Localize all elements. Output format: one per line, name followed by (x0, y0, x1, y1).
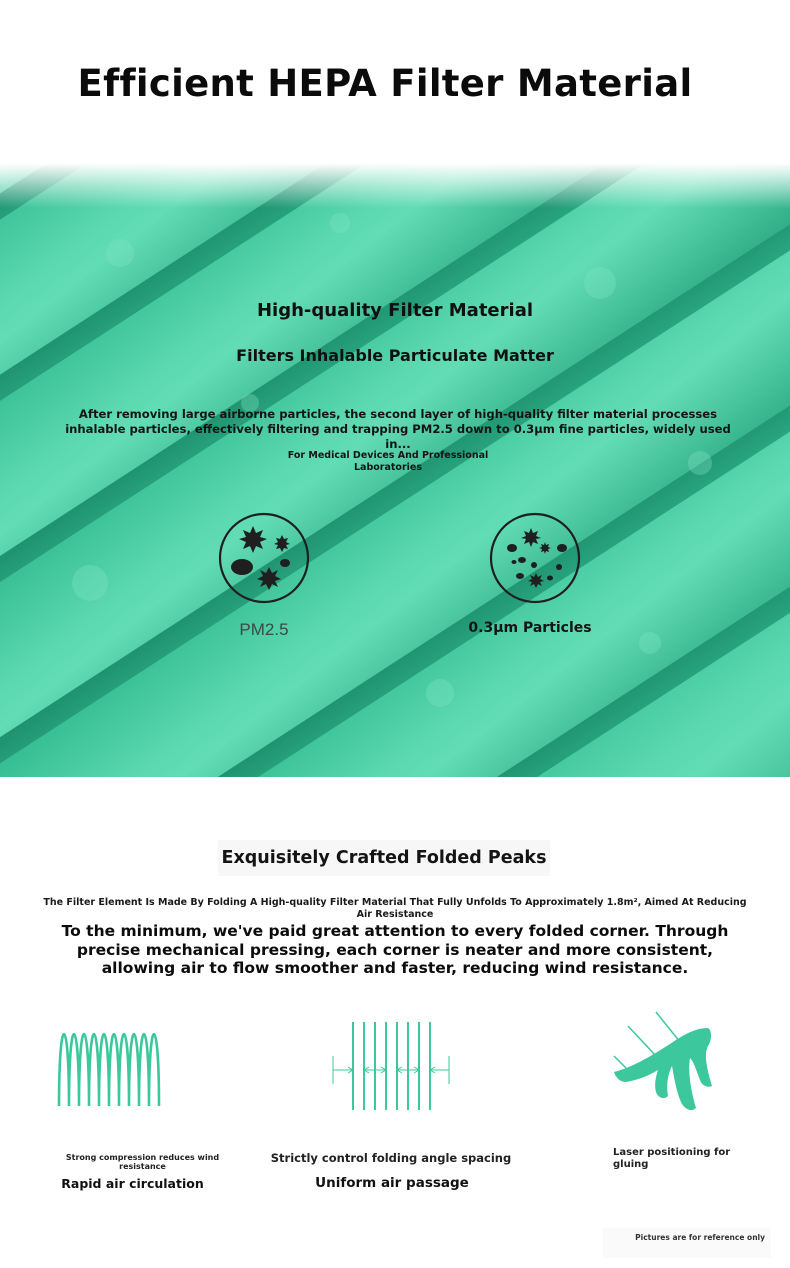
hero-usage-note: For Medical Devices And Professional Laboratories (287, 450, 489, 473)
feature-2-caption: Strictly control folding angle spacing (270, 1151, 512, 1165)
fine-particles-label: 0.3μm Particles (468, 620, 592, 636)
folds-section-title: Exquisitely Crafted Folded Peaks (218, 840, 550, 876)
hero-description: After removing large airborne particles, the second layer of high-quality filter material processes inhalable particles, effectively filtering and trapping PM2.5 down to 0.3μm fine particles, widely used in... (65, 407, 731, 451)
spacing-lines-icon (330, 1020, 452, 1112)
folds-description: To the minimum, we've paid great attention to every folded corner. Through precise mechanical pressing, each corner is neater and more consistent, allowing air to flow smoother and faster, reducing wind resistance. (61, 922, 729, 977)
hero-subheading: Filters Inhalable Particulate Matter (236, 346, 554, 365)
hero-subtitle: High-quality Filter Material (256, 300, 534, 321)
feature-1-caption: Strong compression reduces wind resistance (65, 1153, 220, 1171)
pm25-label: PM2.5 (239, 620, 289, 639)
laser-glue-icon (608, 1010, 718, 1115)
feature-1-label: Rapid air circulation (61, 1176, 204, 1191)
feature-3-caption: Laser positioning for gluing (613, 1147, 731, 1170)
hero-top-fade (0, 163, 790, 208)
folds-intro: The Filter Element Is Made By Folding A High-quality Filter Material That Fully Unfolds To Approximately 1.8m², Aimed At Reducing Air Resistance (43, 897, 747, 920)
pm25-particles-icon (218, 512, 310, 604)
page-title: Efficient HEPA Filter Material (77, 62, 693, 105)
compression-wave-icon (55, 1020, 163, 1110)
feature-2-label: Uniform air passage (315, 1175, 469, 1191)
fine-particles-icon (489, 512, 581, 604)
disclaimer: Pictures are for reference only (603, 1228, 771, 1258)
